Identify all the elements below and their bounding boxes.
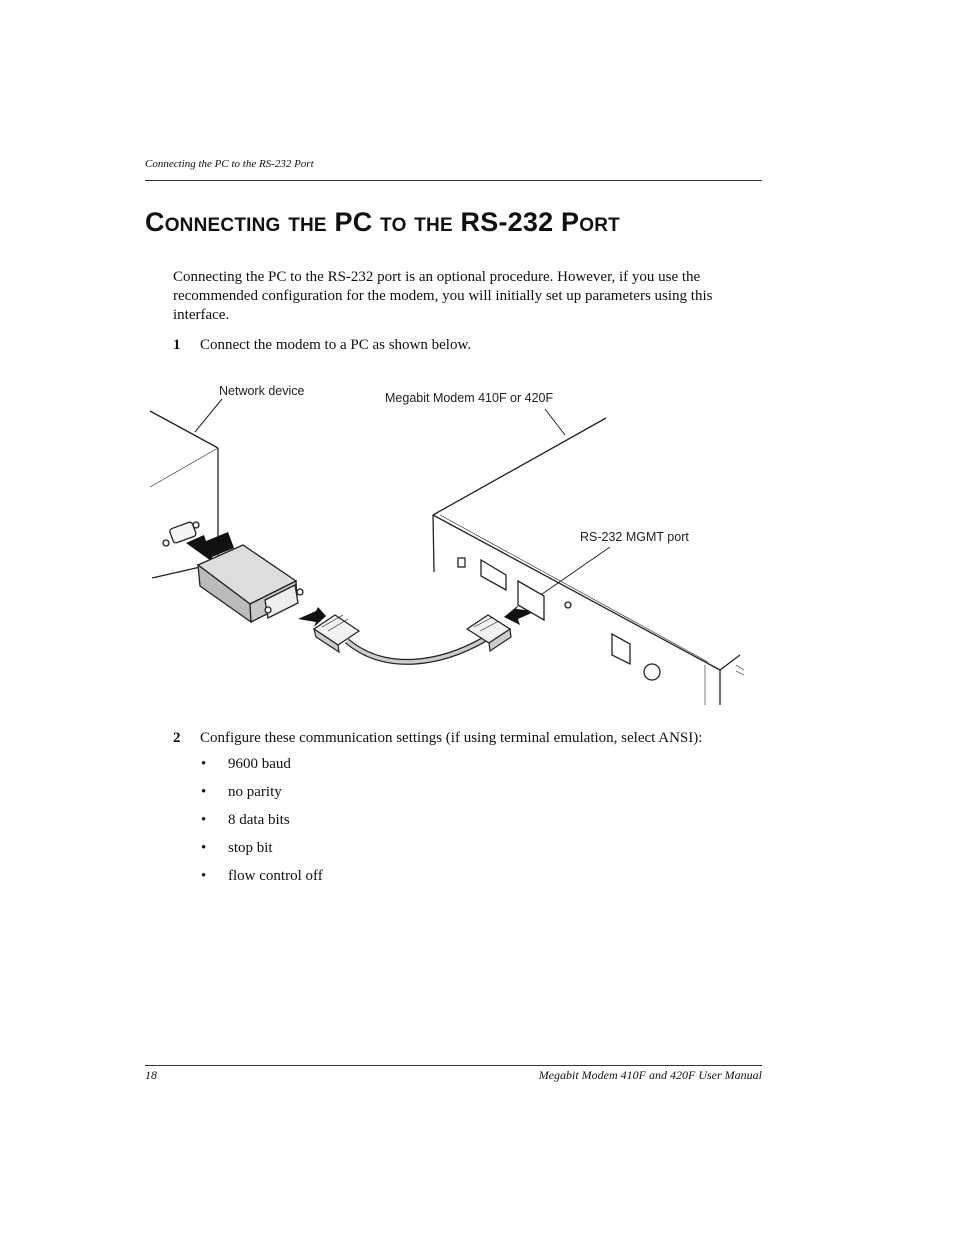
step-number: 2 — [173, 730, 181, 746]
step-2 — [173, 729, 702, 748]
step-number: 1 — [173, 337, 181, 353]
list-item — [201, 839, 323, 867]
bullet: • — [201, 840, 207, 856]
callout-network-device: Network device — [219, 384, 305, 398]
header-rule — [145, 180, 762, 181]
page-number: 18 — [145, 1068, 157, 1082]
running-header: Connecting the PC to the RS-232 Port — [145, 158, 314, 170]
step-1 — [173, 336, 471, 355]
callout-mgmt-port: RS-232 MGMT port — [580, 530, 689, 544]
section-title: Connecting the PC to the RS-232 Port — [145, 207, 620, 237]
footer-rule — [145, 1065, 762, 1066]
list-item — [201, 783, 323, 811]
rj45-cable — [314, 615, 511, 662]
manual-title: Megabit Modem 410F and 420F User Manual — [538, 1068, 762, 1082]
step-text: Configure these communication settings (if using terminal emulation, select ANSI): — [200, 730, 703, 746]
bullet: • — [201, 784, 207, 800]
bullet: • — [201, 812, 207, 828]
step-text: Connect the modem to a PC as shown below. — [200, 337, 472, 353]
intro-paragraph: Connecting the PC to the RS-232 port is an optional procedure. However, if you use the recommended configuration for the modem, you will initially set up parameters using this interface. — [173, 269, 713, 323]
db9-adapter — [198, 545, 303, 622]
setting-text: 9600 baud — [228, 756, 291, 772]
settings-list — [201, 755, 323, 895]
list-item — [201, 755, 323, 783]
list-item — [201, 867, 323, 895]
connection-diagram — [140, 375, 760, 710]
bullet: • — [201, 868, 207, 884]
bullet: • — [201, 756, 207, 772]
list-item — [201, 811, 323, 839]
callout-modem: Megabit Modem 410F or 420F — [385, 391, 554, 405]
setting-text: 8 data bits — [228, 812, 290, 828]
setting-text: no parity — [228, 784, 282, 800]
setting-text: stop bit — [228, 840, 273, 856]
setting-text: flow control off — [228, 868, 323, 884]
